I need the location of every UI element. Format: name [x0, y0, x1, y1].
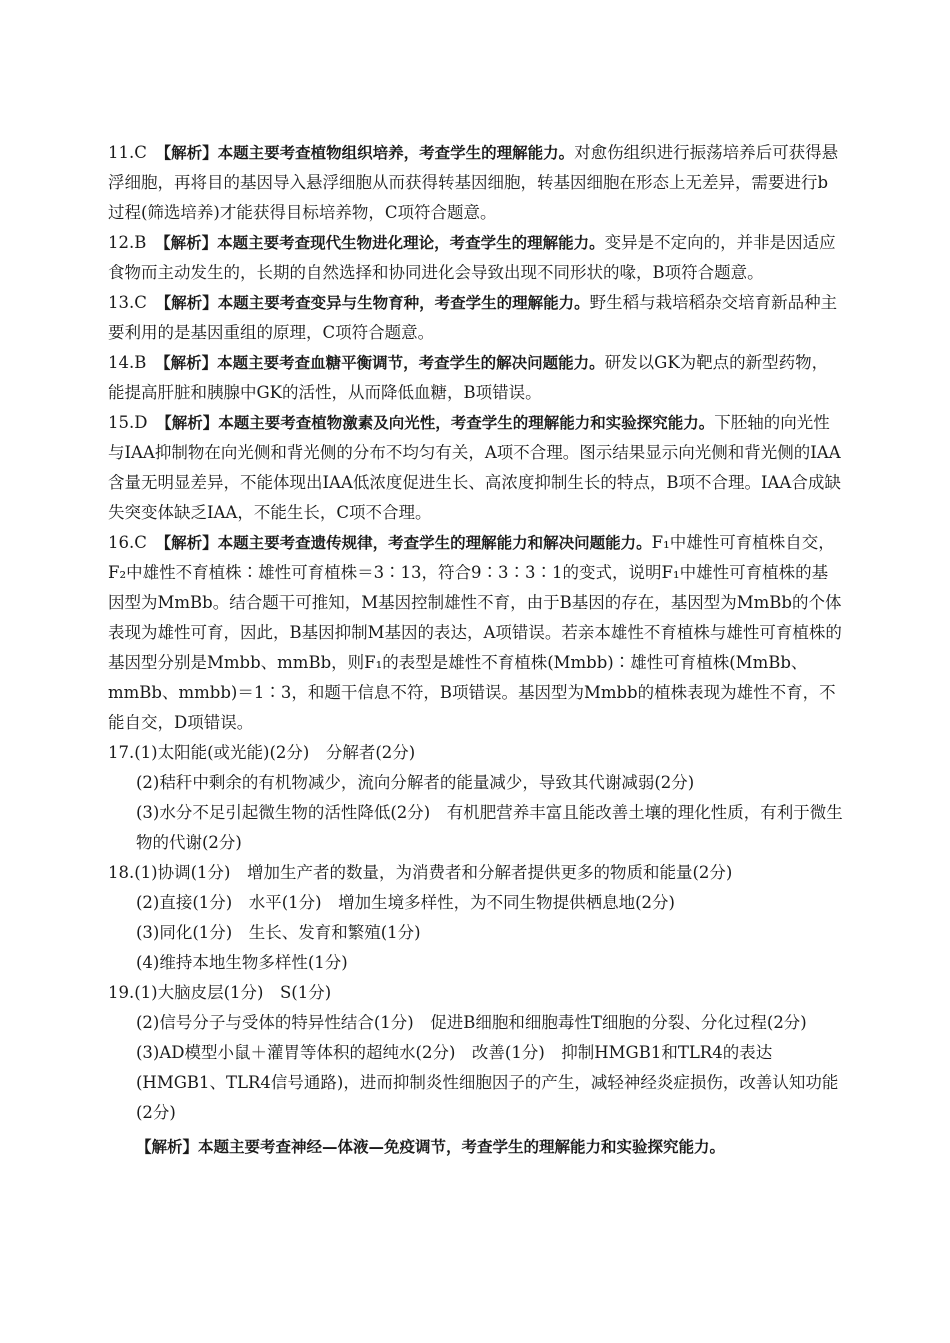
answer-letter: C	[134, 143, 147, 162]
analysis-text: 变异是不定向的，并非	[604, 233, 770, 252]
answer-11	[108, 138, 843, 228]
answer-19	[108, 978, 843, 1162]
analysis-text-cont: 植株自交，F₂中雄性不育植株∶雄性可育植株＝3∶13，符合9∶3∶3∶1的变式，说明F₁中雄性可育植株的基因型为MmBb。结合题干可推知，M基因控制雄性不育，由于B基因的存在，基因型为MmBb的个体表现为雄性可育，因此，B基因抑制M基因的表达，A项错误。若亲本雄性不育植株与雄性可育植株的基因型分别是Mmbb、mmBb，则F₁的表型是雄性不育植株(Mmbb)∶雄性可育植株(MmBb、mmBb、mmbb)＝1∶3，和题干信息不符，B项错误。基因型为Mmbb的植株表现为雄性不育，不能自交，D项错误。	[108, 533, 842, 732]
answer-line: (3)AD模型小鼠＋灌胃等体积的超纯水(2分) 改善(1分) 抑制HMGB1和TLR4的表达(HMGB1、TLR4信号通路)，进而抑制炎性细胞因子的产生，减轻神经炎症损伤，改善认知功能(2分)	[136, 1043, 839, 1122]
answer-line: (4)维持本地生物多样性(1分)	[136, 953, 348, 972]
answer-line: (2)直接(1分) 水平(1分) 增加生境多样性，为不同生物提供栖息地(2分)	[136, 893, 675, 912]
question-number: 13.	[108, 293, 135, 312]
answer-line: (1)大脑皮层(1分) S(1分)	[134, 983, 332, 1002]
analysis-text: 对愈伤组织进行振荡培养	[574, 143, 756, 162]
analysis-heading: 【解析】本题主要考查植物组织培养，考查学生的理解能力。	[163, 144, 575, 162]
question-number: 16.	[108, 533, 135, 552]
analysis-heading: 【解析】本题主要考查植物激素及向光性，考查学生的理解能力和实验探究能力。	[163, 414, 715, 432]
analysis-text-cont: 后可获得悬浮细胞，再将目的基因导入悬浮细胞从而获得转基因细胞，转基因细胞在形态上无差异，需要进行b过程(筛选培养)才能获得目标培养物，C项符合题意。	[108, 143, 839, 222]
analysis-heading: 【解析】本题主要考查遗传规律，考查学生的理解能力和解决问题能力。	[163, 534, 652, 552]
answer-line: (3)同化(1分) 生长、发育和繁殖(1分)	[136, 923, 421, 942]
analysis-text: F₁中雄性可育	[651, 533, 753, 552]
question-number: 11.	[108, 143, 135, 162]
answer-line: (1)太阳能(或光能)(2分) 分解者(2分)	[134, 743, 416, 762]
answer-line: (2)秸秆中剩余的有机物减少，流向分解者的能量减少，导致其代谢减弱(2分)	[136, 773, 695, 792]
question-number: 19.	[108, 983, 135, 1002]
analysis-text-cont: 轴的向光性与IAA抑制物在向光侧和背光侧的分布不均匀有关，A项不合理。图示结果显示向光侧和背光侧的IAA含量无明显差异，不能体现出IAA低浓度促进生长、高浓度抑制生长的特点，B项不合理。IAA合成缺失突变体缺乏IAA，不能生长，C项不合理。	[108, 413, 841, 522]
analysis-text-cont: 育新品种主要利用的是基因重组的原理，C项符合题意。	[108, 293, 838, 342]
answer-letter: C	[134, 533, 147, 552]
document-body	[108, 138, 843, 1162]
analysis-text-cont: 是因适应食物而主动发生的，长期的自然选择和协同进化会导致出现不同形状的喙，B项符合题意。	[108, 233, 836, 282]
analysis-heading: 【解析】本题主要考查变异与生物育种，考查学生的理解能力。	[163, 294, 590, 312]
analysis-heading: 【解析】本题主要考查现代生物进化理论，考查学生的理解能力。	[162, 234, 605, 252]
answer-letter: D	[134, 413, 148, 432]
answer-line: (1)协调(1分) 增加生产者的数量，为消费者和分解者提供更多的物质和能量(2分)	[134, 863, 733, 882]
question-number: 17.	[108, 743, 135, 762]
question-number: 14.	[108, 353, 135, 372]
answer-17	[108, 738, 843, 858]
answer-line: (2)信号分子与受体的特异性结合(1分) 促进B细胞和细胞毒性T细胞的分裂、分化过程(2分)	[136, 1013, 807, 1032]
answer-13	[108, 288, 843, 348]
answer-14	[108, 348, 843, 408]
question-number: 18.	[108, 863, 135, 882]
analysis-text: 研发以GK为靶点的新	[604, 353, 763, 372]
question-number: 12.	[108, 233, 135, 252]
analysis-heading: 【解析】本题主要考查血糖平衡调节，考查学生的解决问题能力。	[162, 354, 605, 372]
answer-letter: C	[134, 293, 147, 312]
answer-16	[108, 528, 843, 738]
analysis-text-cont: 型药物，能提高肝脏和胰腺中GK的活性，从而降低血糖，B项错误。	[108, 353, 829, 402]
analysis-heading: 【解析】本题主要考查神经—体液—免疫调节，考查学生的理解能力和实验探究能力。	[136, 1138, 726, 1156]
question-number: 15.	[108, 413, 135, 432]
answer-18	[108, 858, 843, 978]
analysis-text: 下胚	[714, 413, 748, 432]
answer-12	[108, 228, 843, 288]
analysis-text: 野生稻与栽培稻杂交培	[589, 293, 755, 312]
answer-line: (3)水分不足引起微生物的活性降低(2分) 有机肥营养丰富且能改善土壤的理化性质，有利于微生物的代谢(2分)	[136, 803, 843, 852]
answer-15	[108, 408, 843, 528]
answer-letter: B	[134, 233, 147, 252]
answer-letter: B	[134, 353, 147, 372]
